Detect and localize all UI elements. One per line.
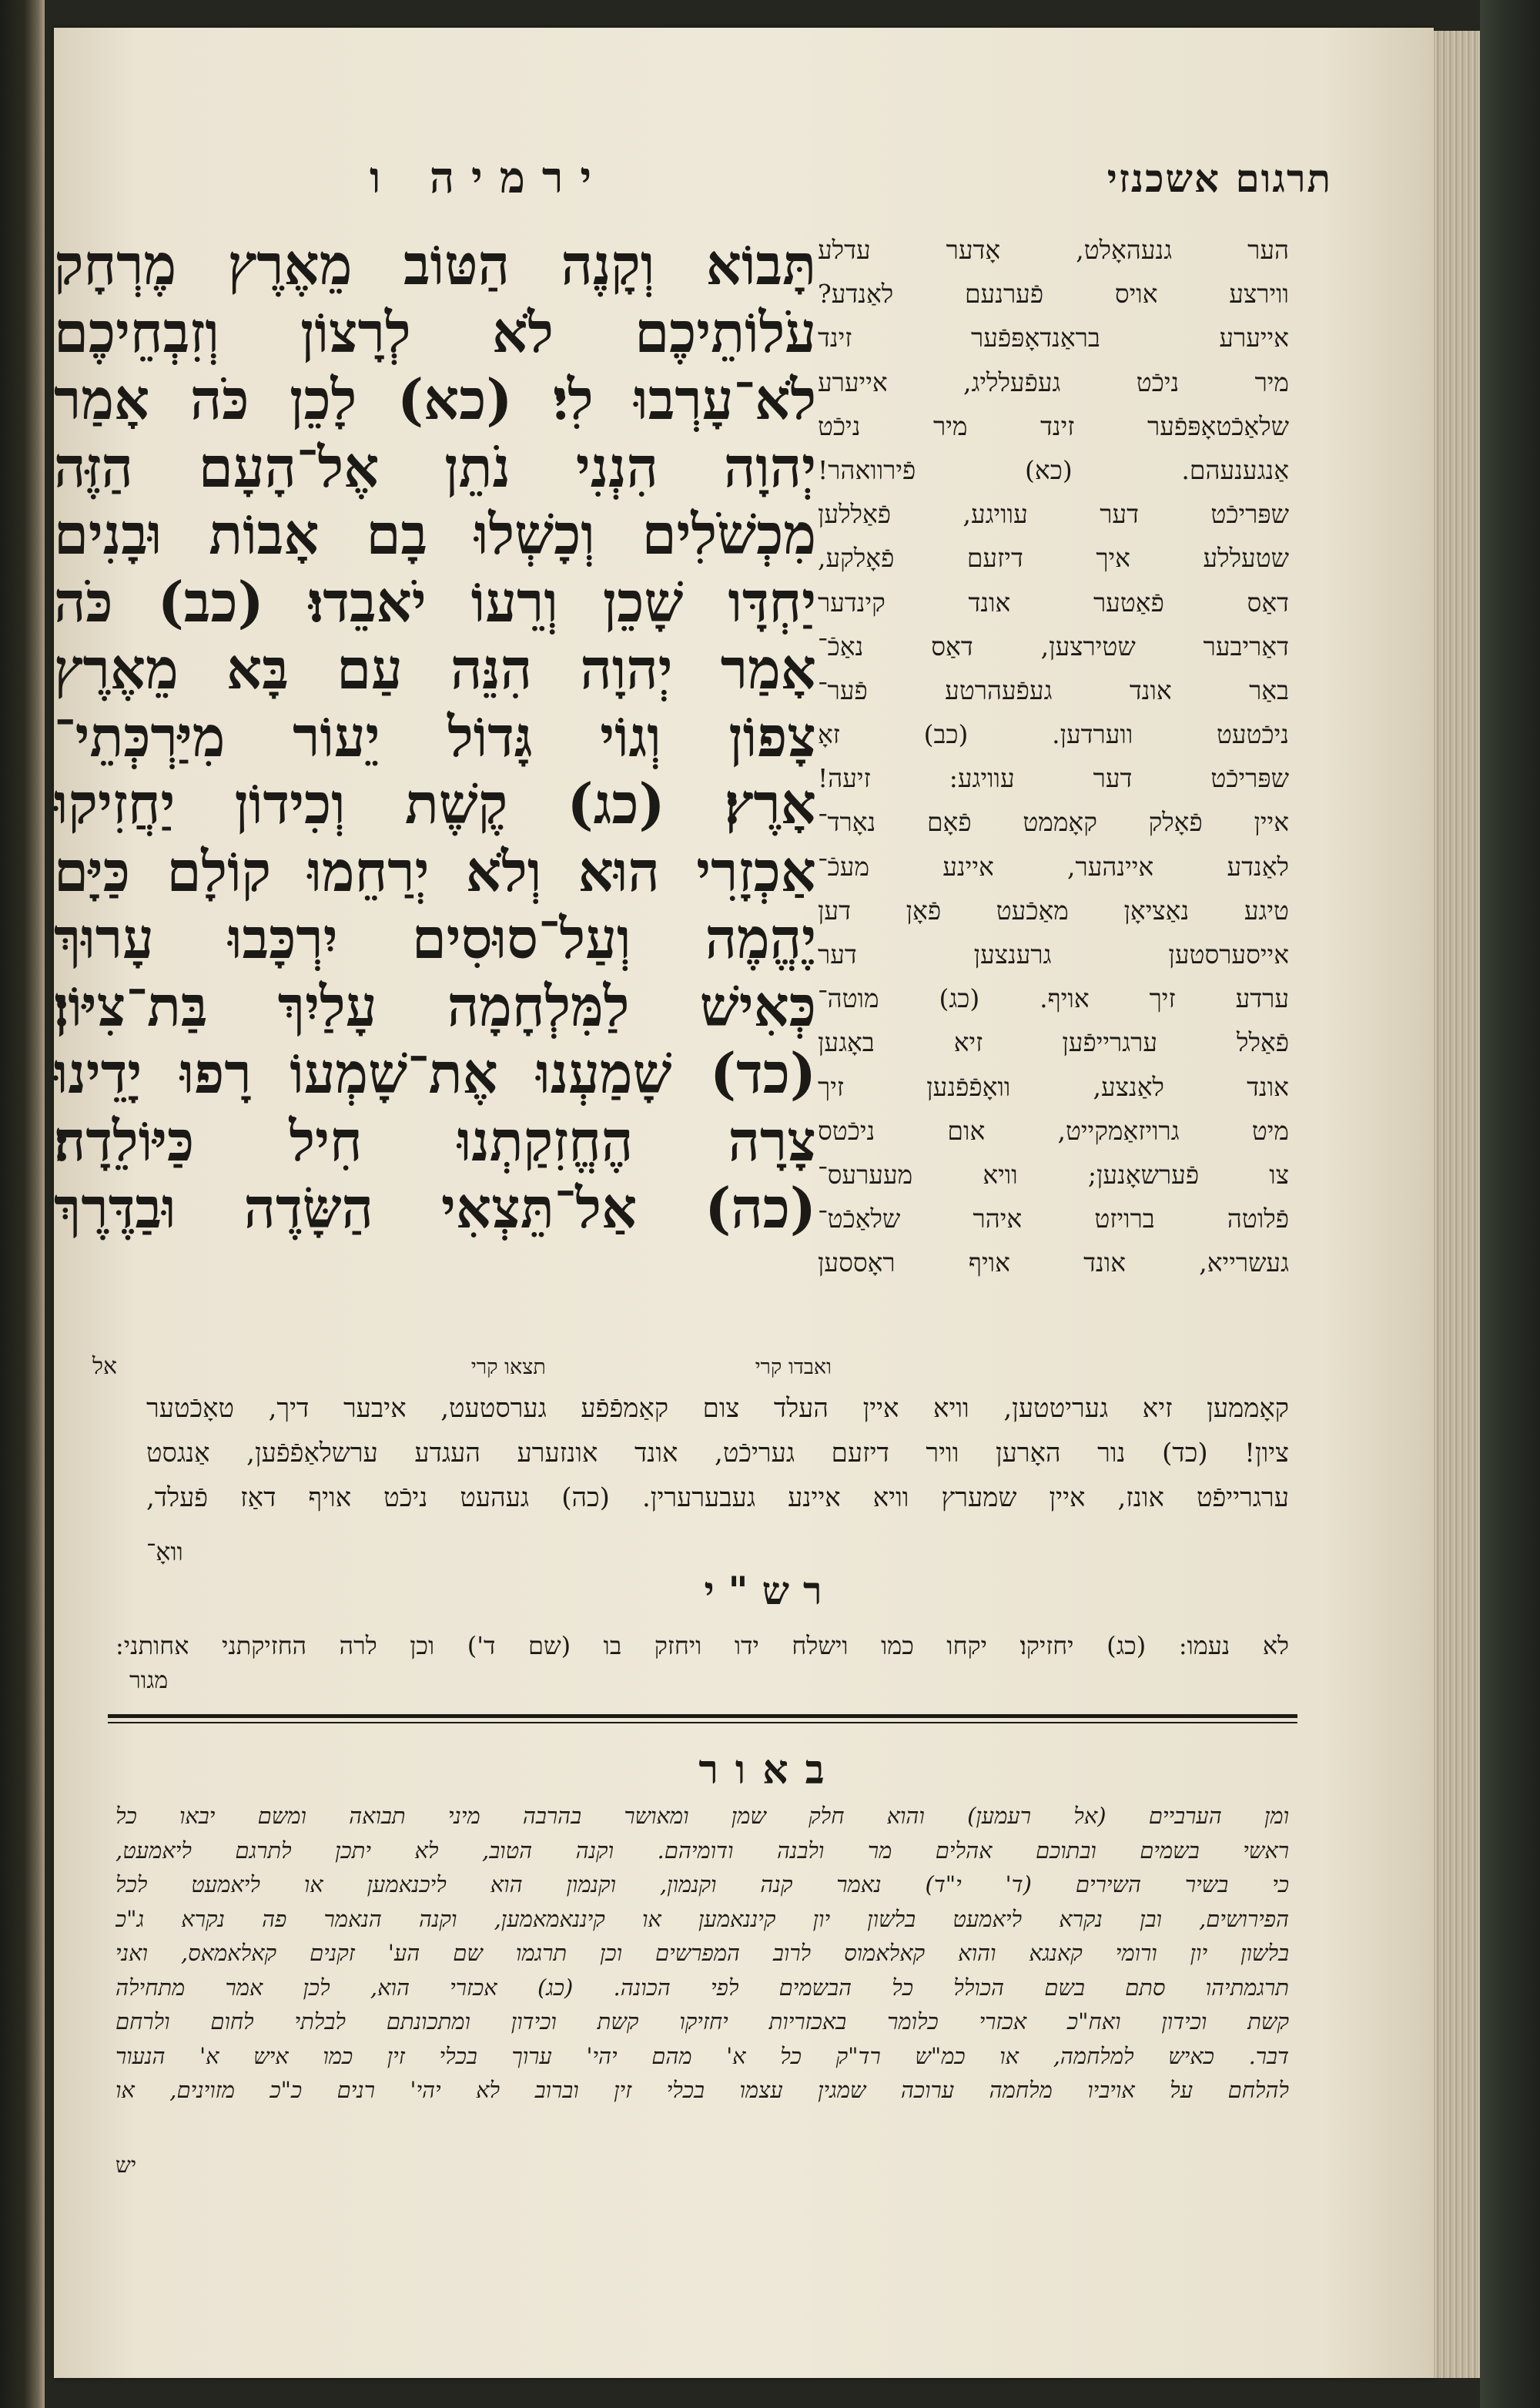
translation-line: ערדע זיך אויף. (כג) מוטה־ (818, 983, 1289, 1014)
translation-line: לאַנדע איינהער, איינע מעכֿ־ (818, 851, 1289, 882)
translation-line: אונד לאַנצע, וואָפֿפֿנען זיך (818, 1071, 1289, 1102)
translation-line: איין פֿאָלק קאָממט פֿאָם נאָרד־ (818, 807, 1289, 838)
running-head-left: ירמיה ו (370, 152, 609, 203)
translation-catchword: וואָ־ (146, 1537, 183, 1566)
main-text-line: מִכְשֹׁלִים וְכָשְׁלוּ בָם אָבוֹת וּבָנִים (54, 501, 816, 567)
main-text-line: (כה) אַל־תֵּצְאִי הַשָּׂדֶה וּבַדֶּרֶךְ (54, 1175, 816, 1241)
main-text-line: אָרֶץ׃ (כג) קֶשֶׁת וְכִידוֹן יַחֲזִיקוּ (54, 771, 816, 836)
biur-line: הפירושים, ובן נקרא ליאמעט בלשון יון קיננאמען או קיננאמאמען, וקנה הנאמר פה נקרא ג"כ (116, 1905, 1289, 1932)
main-hebrew-column (54, 231, 816, 1242)
translation-line: ווירצע אויס פֿערנעם לאַנדע? (818, 279, 1289, 310)
main-text-line: עֹלוֹתֵיכֶם לֹא לְרָצוֹן וְזִבְחֵיכֶם (54, 299, 816, 365)
translation-wide-line: ציון! (כד) נור האָרען וויר דיזעם געריכֿט, אונד אונזערע העגדע ערשלאַפֿפֿען, אַנגסט (146, 1438, 1289, 1469)
translation-wide-line: קאָממען זיא געריטטען, וויא איין העלד צום קאַמפֿפֿע גערסטעט, איבער דיך, טאָכֿטער (146, 1393, 1289, 1424)
main-text-line: תָּבוֹא וְקָנֶה הַטּוֹב מֵאֶרֶץ מֶרְחָק (54, 232, 816, 297)
biur-line: תרגמתיהו סתם בשם הכולל כל הבשמים לפי הכונה. (כג) אכזרי הוא, לכן אמר מתחילה (116, 1974, 1289, 2001)
translation-line: אייסערסטען גרענצען דער (818, 939, 1289, 970)
running-head-right: תרגום אשכנזי (1106, 156, 1332, 201)
translation-line: אַנגענעהם. (כא) פֿירוואהר! (818, 454, 1289, 485)
biur-line: ומן הערביים (אל רעמען) והוא חלק שמן ומאושר בהרבה מיני תבואה ומשם יבאו כל (116, 1803, 1289, 1829)
section-divider-thin (108, 1722, 1297, 1723)
translation-line: שלאַכֿטאָפּפֿער זינד מיר ניכֿט (818, 410, 1289, 441)
translation-line: צו פֿערשאָנען; וויא מעערעס־ (818, 1159, 1289, 1190)
translation-line: שפּריכֿט דער עוויגע: זיעה! (818, 763, 1289, 794)
translation-line: אייערע בראַנדאָפּפֿער זינד (818, 323, 1289, 353)
biur-line: קשת וכידון ואח"כ אכזרי כלומר באכזריות יחזיקו קשת וכידון ומתכונתם לבלתי לחום ולרחם (116, 2008, 1289, 2035)
translation-line: טיגע נאַציאָן מאַכֿעט פֿאָן דען (818, 895, 1289, 926)
kri-note-right: ואבדו קרי (755, 1355, 832, 1379)
translation-line: געשרייא, אונד אויף ראָססען (818, 1248, 1289, 1278)
main-text-line: צָרָה הֶחֱזִקַתְנוּ חִיל כַּיּוֹלֵדָה׃ (54, 1107, 816, 1174)
main-text-line: יֶהֱמֶה וְעַל־סוּסִים יִרְכָּבוּ עָרוּךְ (54, 906, 816, 971)
translation-wide (146, 1386, 1289, 1520)
translation-line: מיט גרויזאַמקייט, אום ניכֿטס (818, 1115, 1289, 1146)
section-divider (108, 1714, 1297, 1718)
main-text-line: אַכְזָרִי הוּא וְלֹא יְרַחֵמוּ קוֹלָם כַּיָּם (54, 838, 816, 904)
translation-line: פֿלוטה ברויזט איהר שלאַכֿט־ (818, 1204, 1289, 1234)
main-text-line: (כד) שָׁמַעְנוּ אֶת־שָׁמְעוֹ רָפוּ יָדֵינוּ (54, 1040, 816, 1106)
translation-line: דאַס פֿאַטער אונד קינדער (818, 587, 1289, 618)
translation-line: הער גנעהאָלט, אָדער עדלע (818, 235, 1289, 265)
biur-line: להלחם על אויביו מלחמה ערוכה שמגין עצמו בכלי זין וברוב לא יהי' רנים כ"כ מזוינים, או (116, 2077, 1289, 2103)
translation-wide-line: ערגרייפֿט אונז, איין שמערץ וויא איינע געבערערין. (כה) געהעט ניכֿט אויף דאַז פֿעלד, (146, 1482, 1289, 1513)
translation-line: באַר אונד געפֿעהרטע פֿער־ (818, 675, 1289, 705)
catchword-main: אל (92, 1353, 118, 1380)
main-text-line: צָפוֹן וְגוֹי גָּדוֹל יֵעוֹר מִיַּרְכְּתֵי־ (54, 703, 816, 769)
translation-column (818, 228, 1289, 1285)
biur-heading: באור (698, 1747, 842, 1793)
translation-line: ניכֿטעט ווערדען. (כב) זאָ (818, 719, 1289, 750)
translation-line: דאַריבער שטירצען, דאַס נאַכֿ־ (818, 631, 1289, 661)
rashi-heading: רש"י (704, 1568, 836, 1613)
kri-note-middle: תצאו קרי (470, 1355, 546, 1379)
biur-line: בלשון יון ורומי קאנגא והוא קאלאמוס לרוב המפרשים וכן תרגמו שם הע' זקנים קאלאמאס, ואני (116, 1940, 1289, 1966)
translation-line: שפּריכֿט דער עוויגע, פֿאַללען (818, 499, 1289, 530)
biur-line: דבר. כאיש למלחמה, או כמ"ש רד"ק כל א' מהם יהי' ערוך בכלי זין כמו איש א' הנעור (116, 2042, 1289, 2069)
main-text-line: לֹא־עָרְבוּ לִי׃ (כא) לָכֵן כֹּה אָמַר (54, 367, 816, 432)
biur-line: כי בשיר השירים (ד' י"ד) נאמר קנה וקנמון, וקנמון הוא ליכנאמען או ליאמעט לכל (116, 1871, 1289, 1897)
main-text-line: אָמַר יְהוָה הִנֵּה עַם בָּא מֵאֶרֶץ (54, 636, 816, 702)
translation-line: מיר ניכֿט געפֿעלליג, אייערע (818, 367, 1289, 397)
biur-commentary (116, 1799, 1289, 2108)
biur-line: ראשי בשמים ובתוכם אהלים מר ולבנה ודומיהם. וקנה הטוב, לא יתכן לתרגם ליאמעט, (116, 1837, 1289, 1864)
main-text-line: כְּאִישׁ לַמִּלְחָמָה עָלַיִךְ בַּת־צִיּוֹן׃ (54, 973, 816, 1039)
main-text-line: יְהוָה הִנְנִי נֹתֵן אֶל־הָעָם הַזֶּה (54, 434, 816, 500)
rashi-catchword: מגור (129, 1667, 169, 1694)
main-text-line: יַחְדָּו שָׁכֵן וְרֵעוֹ יֹאבֵדוּ׃ (כב) כֹּה (54, 568, 816, 635)
page-catchword: יש (116, 2152, 137, 2178)
kri-note (262, 1355, 832, 1379)
rashi-commentary: לא נעמו: (כג) יחזיקו׃ יקחו כמו וישלח ידו ויחזק בו (שם ד') וכן לרה החזיקתני אחותני: (116, 1631, 1289, 1660)
translation-line: שטעללע איך דיזעם פֿאָלקע, (818, 543, 1289, 574)
translation-line: פֿאַלל ערגרייפֿען זיא באָגען (818, 1027, 1289, 1058)
